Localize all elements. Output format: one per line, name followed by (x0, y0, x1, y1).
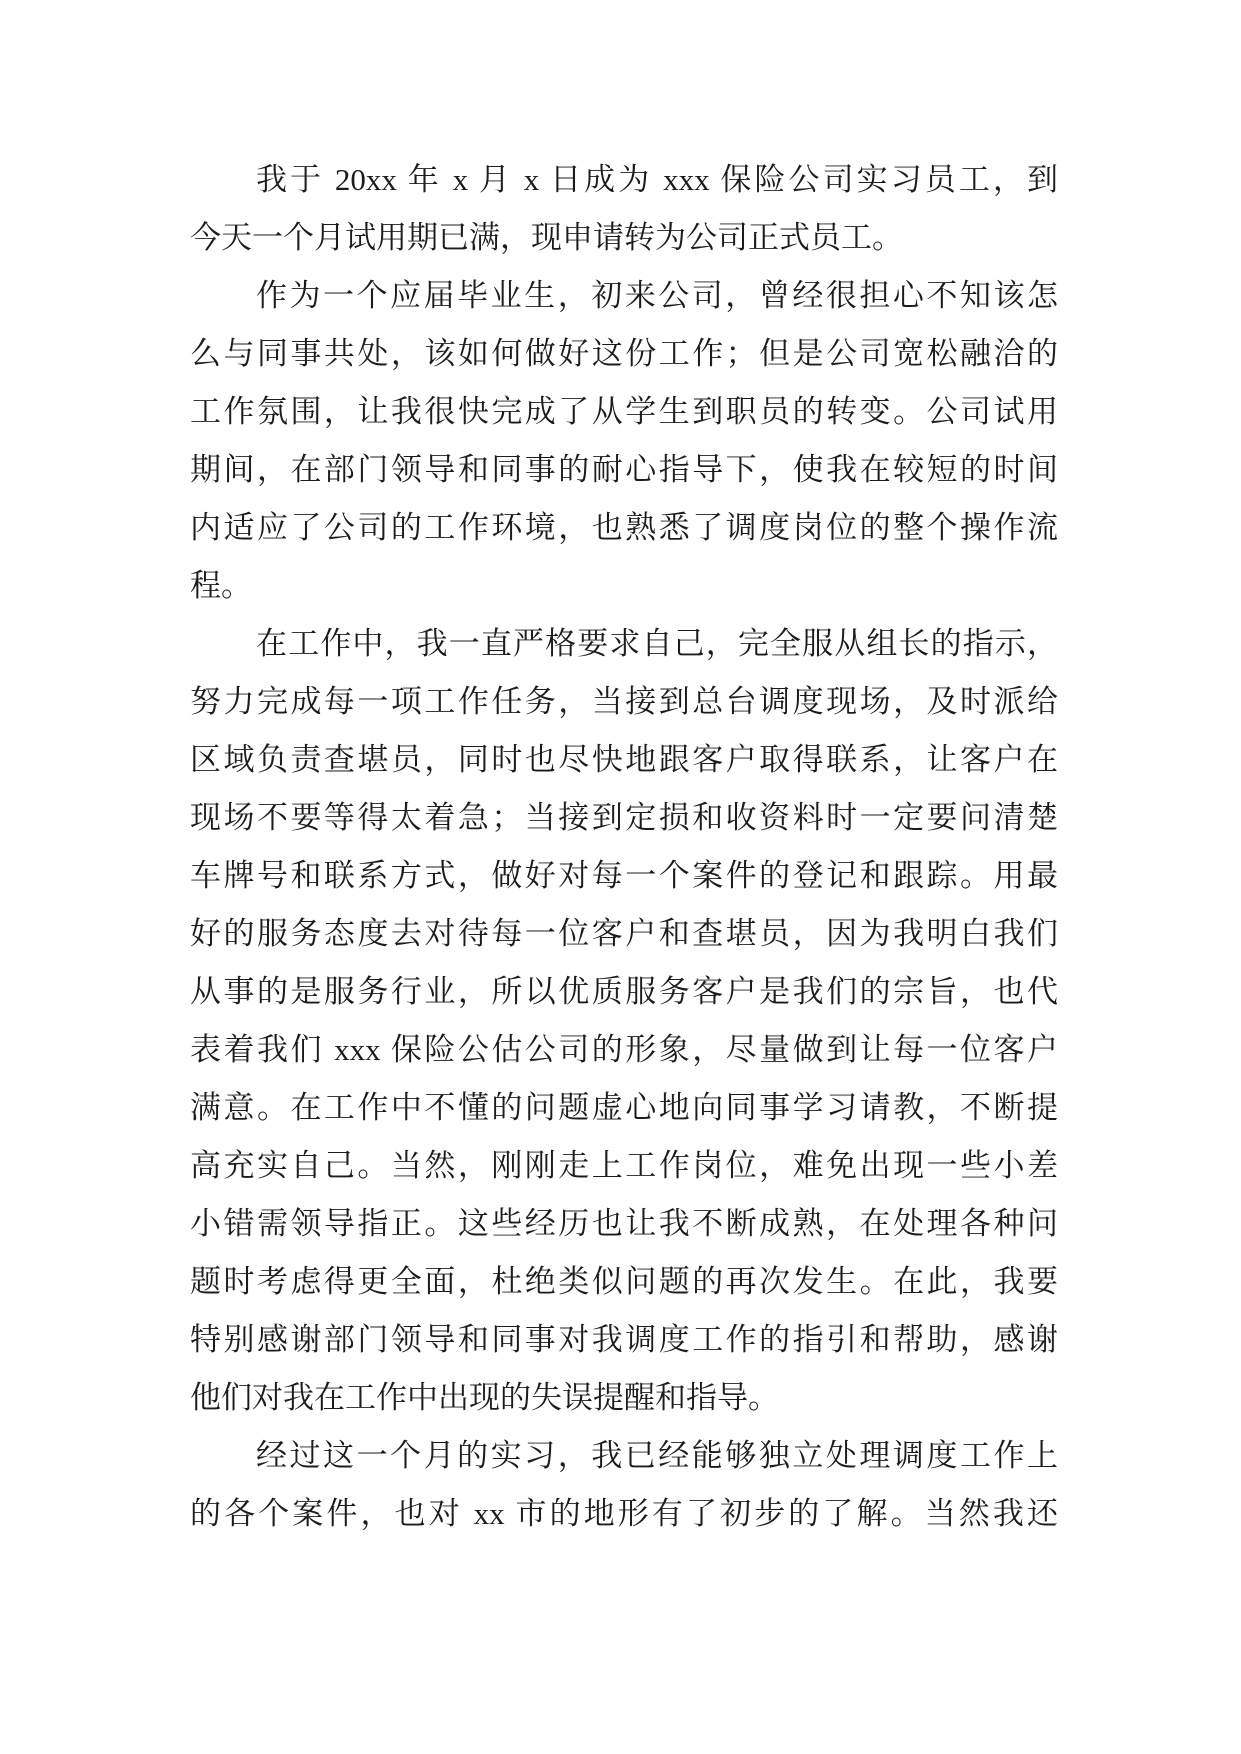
text-line: 程。 (190, 568, 252, 603)
text-line: 特别感谢部门领导和同事对我调度工作的指引和帮助，感谢 (190, 1322, 1058, 1357)
paragraph-4 (190, 1427, 1058, 1543)
text-line: 今天一个月试用期已满，现申请转为公司正式员工。 (190, 220, 903, 255)
text-line: 现场不要等得太着急；当接到定损和收资料时一定要问清楚 (190, 800, 1058, 835)
text-line: 经过这一个月的实习，我已经能够独立处理调度工作上 (256, 1438, 1058, 1473)
text-line: 满意。在工作中不懂的问题虚心地向同事学习请教，不断提 (190, 1090, 1058, 1125)
text-line: 在工作中，我一直严格要求自己，完全服从组长的指示， (256, 626, 1058, 661)
text-line: 的各个案件，也对 xx 市的地形有了初步的了解。当然我还 (190, 1496, 1058, 1531)
paragraph-3 (190, 615, 1058, 1427)
text-line: 题时考虑得更全面，杜绝类似问题的再次发生。在此，我要 (190, 1264, 1058, 1299)
text-line: 么与同事共处，该如何做好这份工作；但是公司宽松融洽的 (190, 336, 1058, 371)
text-line: 期间，在部门领导和同事的耐心指导下，使我在较短的时间 (190, 452, 1058, 487)
document-body (190, 151, 1058, 1543)
paragraph-1 (190, 151, 1058, 267)
text-line: 好的服务态度去对待每一位客户和查堪员，因为我明白我们 (190, 916, 1058, 951)
text-line: 高充实自己。当然，刚刚走上工作岗位，难免出现一些小差 (190, 1148, 1058, 1183)
paragraph-2 (190, 267, 1058, 615)
text-line: 内适应了公司的工作环境，也熟悉了调度岗位的整个操作流 (190, 510, 1058, 545)
text-line: 他们对我在工作中出现的失误提醒和指导。 (190, 1380, 779, 1415)
text-line: 我于 20xx 年 x 月 x 日成为 xxx 保险公司实习员工，到 (256, 162, 1058, 197)
text-line: 区域负责查堪员，同时也尽快地跟客户取得联系，让客户在 (190, 742, 1058, 777)
text-line: 车牌号和联系方式，做好对每一个案件的登记和跟踪。用最 (190, 858, 1058, 893)
text-line: 从事的是服务行业，所以优质服务客户是我们的宗旨，也代 (190, 974, 1058, 1009)
text-line: 工作氛围，让我很快完成了从学生到职员的转变。公司试用 (190, 394, 1058, 429)
text-line: 小错需领导指正。这些经历也让我不断成熟，在处理各种问 (190, 1206, 1058, 1241)
text-line: 表着我们 xxx 保险公估公司的形象，尽量做到让每一位客户 (190, 1032, 1058, 1067)
text-line: 努力完成每一项工作任务，当接到总台调度现场，及时派给 (190, 684, 1058, 719)
text-line: 作为一个应届毕业生，初来公司，曾经很担心不知该怎 (256, 278, 1058, 313)
